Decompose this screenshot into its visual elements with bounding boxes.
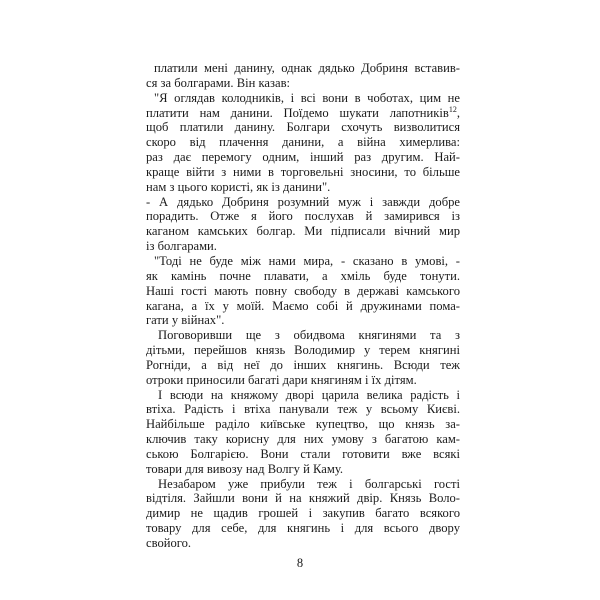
- text-line: отроки приносили багаті дари княгиням і їх дітям.: [146, 372, 417, 387]
- text-line: Рогніди, а від неї до інших княгинь. Всюди теж: [146, 357, 460, 372]
- text-line-tail: ,: [456, 105, 460, 120]
- text-line: каганом камських болгар. Ми підписали вічний мир: [146, 224, 460, 239]
- text-line: "Я оглядав колодників, і всі вони в чоботах, цим не: [154, 90, 460, 105]
- text-line: із болгарами.: [146, 239, 217, 254]
- text-line: Наші гості мають повну свободу в державі камського: [146, 283, 460, 298]
- page-body-text: [146, 61, 460, 551]
- text-line: товару для себе, для княгинь і для всього двору: [146, 521, 460, 536]
- text-line: як камінь почне плавати, а хміль буде тонути.: [146, 268, 460, 283]
- text-line: Поговоривши ще з обидвома княгинями та з: [158, 328, 460, 343]
- text-line: ською Болгарією. Вони стали готовити вже всякі: [146, 446, 460, 461]
- text-line: нам з цього користі, як із данини".: [146, 179, 331, 194]
- text-line: раз дає перемогу одним, інший раз другим. Най-: [146, 150, 460, 165]
- text-line: Найбільше раділо київське купецтво, що князь за-: [146, 417, 460, 432]
- text-line: [146, 106, 460, 121]
- text-line: порадить. Отже я його послухав й замирився із: [146, 209, 460, 224]
- text-line: І всюди на княжому дворі царила велика радість і: [158, 387, 460, 402]
- text-line: платили мені данину, однак дядько Добриня вставив-: [154, 61, 460, 75]
- text-line: дітьми, перейшов князь Володимир у терем княгині: [146, 343, 460, 358]
- text-line: Незабаром уже прибули теж і болгарські гості: [158, 476, 460, 491]
- text-line: - А дядько Добриня розумний муж і завжди добре: [146, 194, 460, 209]
- text-line: ся за болгарами. Він казав:: [146, 75, 291, 90]
- text-line: краще війти з ними в торговельні зносини, то більше: [146, 164, 460, 179]
- text-line: щоб платили данину. Болгари схочуть визволитися: [146, 120, 460, 135]
- text-line: димир не щадив грошей і закупив багато всякого: [146, 506, 460, 521]
- text-line-main: платити нам данини. Поїдемо шукати лапотників: [146, 105, 449, 120]
- footnote-marker: 12: [448, 105, 457, 114]
- text-line: втіха. Радість і втіха панували теж у всьому Києві.: [146, 402, 460, 417]
- text-line: гати у війнах".: [146, 313, 225, 328]
- text-line: свойого.: [146, 536, 192, 550]
- page-number: 8: [296, 556, 304, 570]
- text-line: кагана, а їх у моїй. Маємо собі й дружинами пома-: [146, 298, 460, 313]
- text-line: ключив таку корисну для них умову з багатою кам-: [146, 432, 460, 447]
- text-line: відтіля. Зайшли вони й на княжий двір. Князь Воло-: [146, 491, 460, 506]
- text-line: "Тоді не буде між нами мира, - сказано в умові, -: [154, 253, 460, 268]
- text-line: товари для вивозу над Волгу й Каму.: [146, 461, 343, 476]
- text-line: скоро від плачення данини, а війна химерлива:: [146, 135, 460, 150]
